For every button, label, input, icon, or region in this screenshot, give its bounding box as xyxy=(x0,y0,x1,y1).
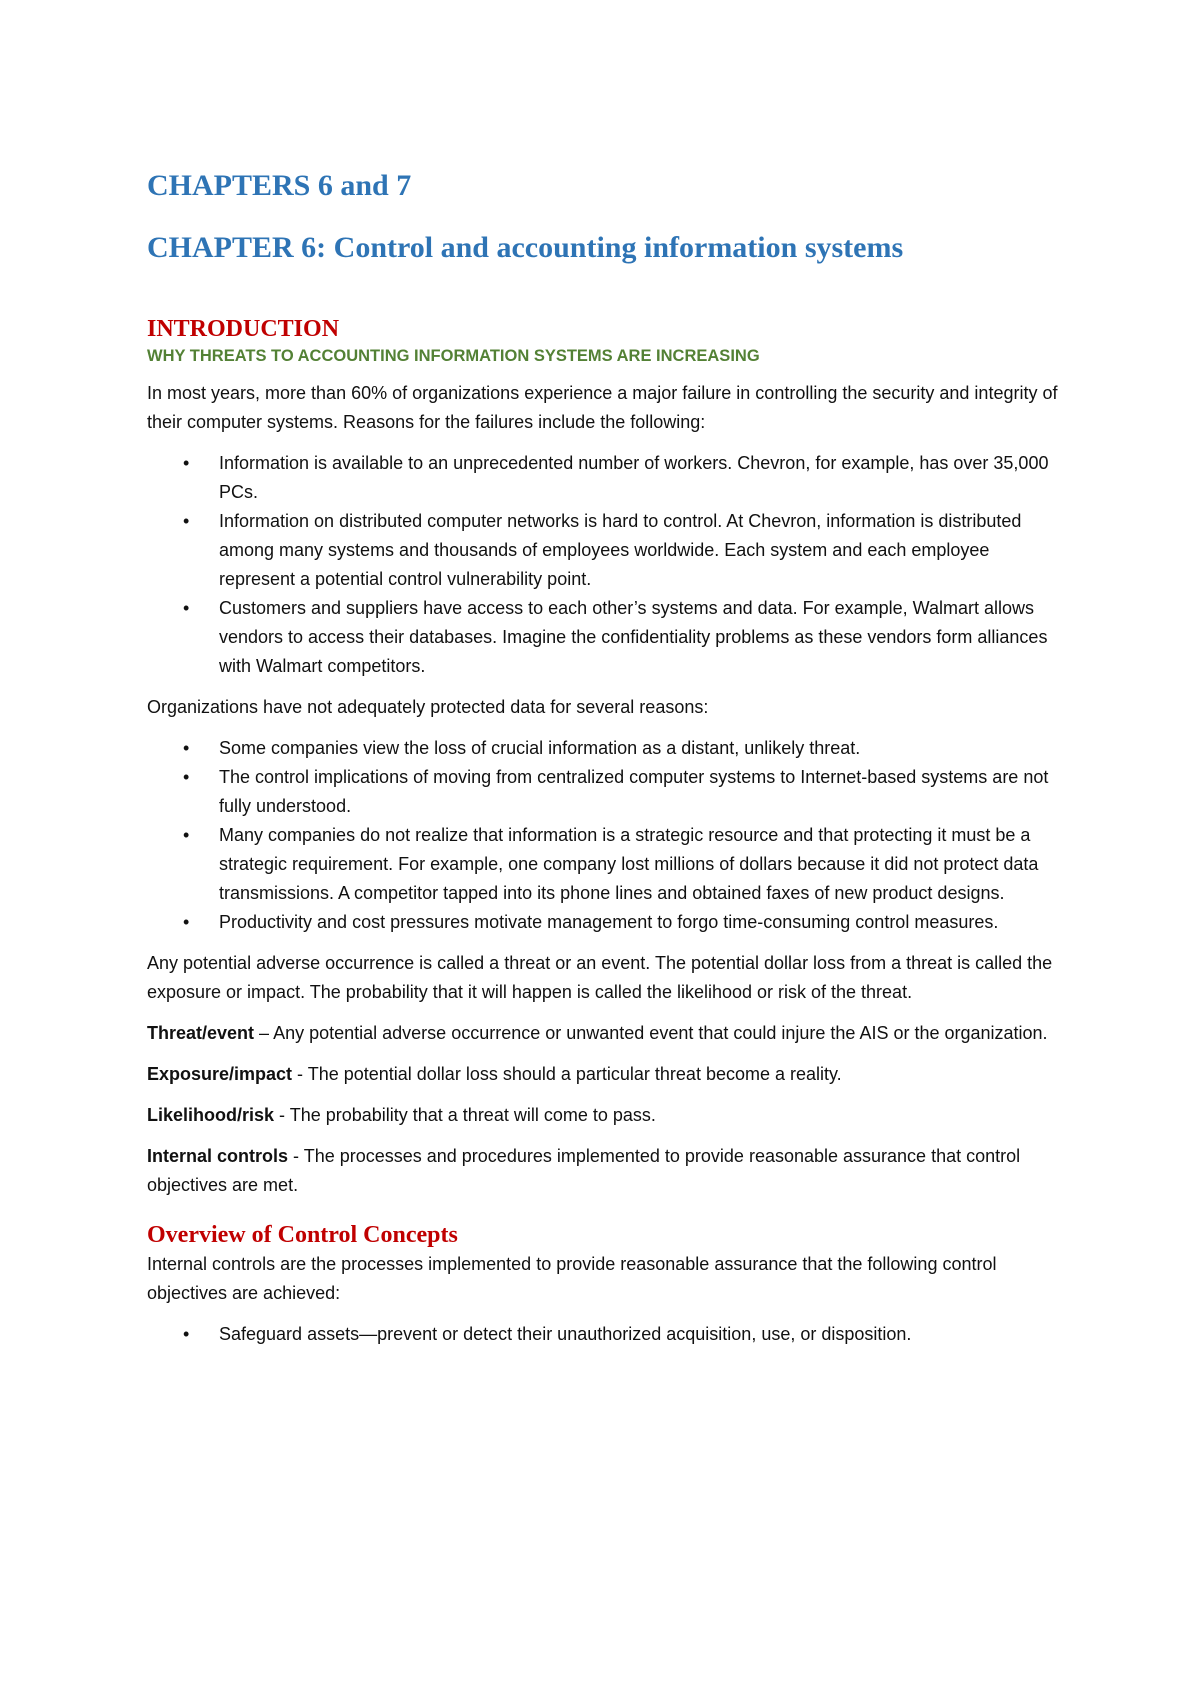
bullet-icon: • xyxy=(183,1324,190,1344)
definition-internal-controls xyxy=(147,1142,1067,1200)
definition-text: The probability that a threat will come to pass. xyxy=(289,1105,656,1125)
protection-reasons-list xyxy=(147,734,1067,937)
overview-heading: Overview of Control Concepts xyxy=(147,1222,458,1248)
list-item xyxy=(183,763,1067,821)
list-item-text: Information on distributed computer networks is hard to control. At Chevron, information is distributed among many systems and thousands of employees worldwide. Each system and each employee represent a potential control vulnerability point. xyxy=(219,511,1022,589)
list-item xyxy=(183,449,1067,507)
list-item-text: Productivity and cost pressures motivate management to forgo time-consuming control measures. xyxy=(219,912,999,932)
definition-term: Internal controls xyxy=(147,1146,289,1166)
bullet-icon: • xyxy=(183,453,190,473)
bullet-icon: • xyxy=(183,598,190,618)
definition-exposure-impact xyxy=(147,1060,1067,1089)
bullet-icon: • xyxy=(183,767,190,787)
definition-text: Any potential adverse occurrence or unwanted event that could injure the AIS or the organization. xyxy=(273,1023,1048,1043)
overview-paragraph: Internal controls are the processes implemented to provide reasonable assurance that the following control objectives are achieved: xyxy=(147,1254,997,1303)
definition-threat-event xyxy=(147,1019,1067,1048)
chapter-title: CHAPTER 6: Control and accounting information systems xyxy=(147,231,904,264)
protection-paragraph: Organizations have not adequately protected data for several reasons: xyxy=(147,697,709,717)
definition-term: Exposure/impact xyxy=(147,1064,293,1084)
definition-term: Threat/event xyxy=(147,1023,255,1043)
definition-separator: – xyxy=(254,1023,274,1043)
definition-separator: - xyxy=(288,1146,304,1166)
objectives-list xyxy=(147,1320,1067,1349)
bullet-icon: • xyxy=(183,825,190,845)
list-item xyxy=(183,821,1067,908)
list-item-text: Information is available to an unprecedented number of workers. Chevron, for example, has over 35,000 PCs. xyxy=(219,453,1049,502)
bullet-icon: • xyxy=(183,511,190,531)
list-item xyxy=(183,1320,1067,1349)
intro-heading: INTRODUCTION xyxy=(147,316,340,342)
definition-text: The processes and procedures implemented to provide reasonable assurance that control objectives are met. xyxy=(147,1146,1021,1195)
definition-separator: - xyxy=(274,1105,290,1125)
list-item-text: Many companies do not realize that information is a strategic resource and that protecting it must be a strategic requirement. For example, one company lost millions of dollars because it did not protect data transmissions. A competitor tapped into its phone lines and obtained faxes of new product designs. xyxy=(219,825,1039,903)
list-item xyxy=(183,507,1067,594)
definition-term: Likelihood/risk xyxy=(147,1105,275,1125)
bullet-icon: • xyxy=(183,738,190,758)
list-item-text: Customers and suppliers have access to each other’s systems and data. For example, Walmart allows vendors to access their databases. Imagine the confidentiality problems as these vendors form alliances with Walmart competitors. xyxy=(219,598,1048,676)
threat-paragraph: Any potential adverse occurrence is called a threat or an event. The potential dollar loss from a threat is called the exposure or impact. The probability that it will happen is called the likelihood or risk of the threat. xyxy=(147,953,1053,1002)
list-item xyxy=(183,908,1067,937)
list-item-text: Safeguard assets—prevent or detect their unauthorized acquisition, use, or disposition. xyxy=(219,1324,912,1344)
list-item xyxy=(183,734,1067,763)
document-page xyxy=(147,168,1067,1349)
list-item xyxy=(183,594,1067,681)
list-item-text: Some companies view the loss of crucial information as a distant, unlikely threat. xyxy=(219,738,861,758)
intro-subheading: WHY THREATS TO ACCOUNTING INFORMATION SYSTEMS ARE INCREASING xyxy=(147,347,760,365)
intro-paragraph: In most years, more than 60% of organizations experience a major failure in controlling the security and integrity of their computer systems. Reasons for the failures include the following: xyxy=(147,383,1058,432)
definition-separator: - xyxy=(292,1064,308,1084)
document-title: CHAPTERS 6 and 7 xyxy=(147,169,412,202)
failure-reasons-list xyxy=(147,449,1067,681)
definition-text: The potential dollar loss should a particular threat become a reality. xyxy=(307,1064,842,1084)
definition-likelihood-risk xyxy=(147,1101,1067,1130)
bullet-icon: • xyxy=(183,912,190,932)
list-item-text: The control implications of moving from centralized computer systems to Internet-based systems are not fully understood. xyxy=(219,767,1049,816)
